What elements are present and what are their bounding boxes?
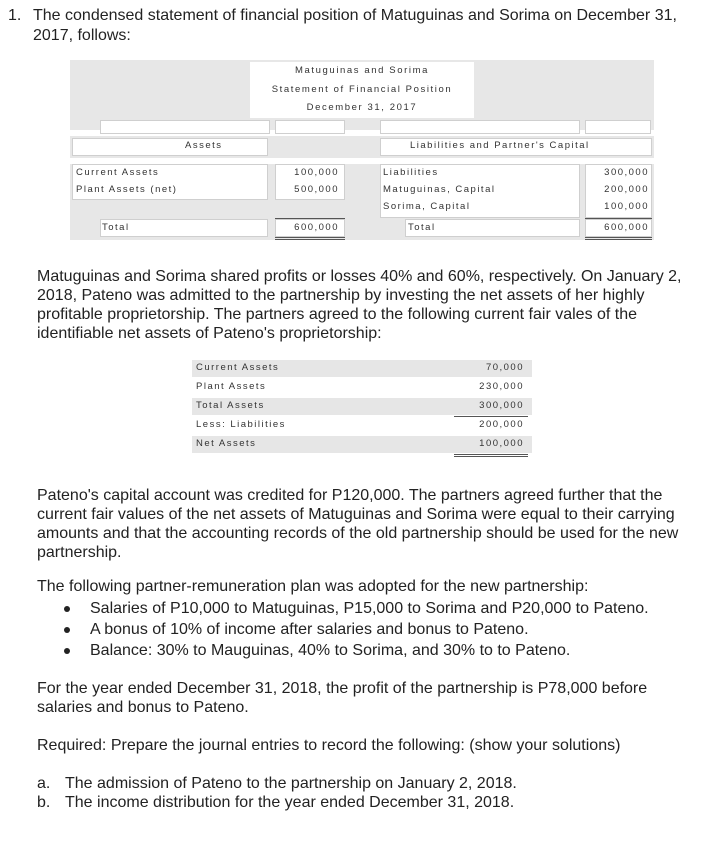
fv-net-assets-label: Net Assets <box>196 438 257 449</box>
fv-liabilities-amount: 200,000 <box>479 419 524 430</box>
liabilities-amount: 300,000 <box>604 167 649 178</box>
total-assets-label: Total <box>102 222 130 233</box>
fv-current-assets-amount: 70,000 <box>485 362 524 373</box>
fair-values-table <box>192 360 532 462</box>
paragraph-remuneration-plan: The following partner-remuneration plan was adopted for the new partnership: <box>37 578 589 595</box>
question-text: The condensed statement of financial position of Matuguinas and Sorima on December 31, 2017, follows: <box>33 7 677 44</box>
total-liab-capital-amount: 600,000 <box>604 222 649 233</box>
statement-title-3: December 31, 2017 <box>306 102 418 113</box>
current-assets-label: Current Assets <box>76 167 160 178</box>
required-item-a: a. The admission of Pateno to the partnership on January 2, 2018. <box>37 775 517 792</box>
matuguinas-capital-label: Matuguinas, Capital <box>383 184 496 195</box>
list-item: Salaries of P10,000 to Matuguinas, P15,000 to Sorima and P20,000 to Pateno. <box>60 598 700 619</box>
list-item: A bonus of 10% of income after salaries and bonus to Pateno. <box>60 619 700 640</box>
fv-plant-assets-label: Plant Assets <box>196 381 267 392</box>
plant-assets-amount: 500,000 <box>294 184 339 195</box>
total-liab-capital-label: Total <box>408 222 436 233</box>
required-instruction: Required: Prepare the journal entries to record the following: (show your solutions) <box>37 737 621 754</box>
sorima-capital-label: Sorima, Capital <box>383 201 471 212</box>
fv-liabilities-label: Less: Liabilities <box>196 419 286 430</box>
liabilities-capital-header: Liabilities and Partner's Capital <box>410 140 590 151</box>
required-item-b: b. The income distribution for the year ended December 31, 2018. <box>37 794 515 811</box>
fv-net-assets-amount: 100,000 <box>479 438 524 449</box>
paragraph-profit: For the year ended December 31, 2018, the profit of the partnership is P78,000 before salaries and bonus to Pateno. <box>37 680 648 716</box>
bullet-icon <box>64 648 70 654</box>
current-assets-amount: 100,000 <box>294 167 339 178</box>
remuneration-list <box>60 598 700 661</box>
question-number: 1. <box>8 7 22 24</box>
statement-title-2: Statement of Financial Position <box>271 84 453 95</box>
financial-position-table <box>70 60 654 240</box>
fv-plant-assets-amount: 230,000 <box>479 381 524 392</box>
paragraph-admission: Matuguinas and Sorima shared profits or losses 40% and 60%, respectively. On January 2, 2018, Pateno was admitted to the partnership by investing the net assets of her highly profitable proprietorship. The partners agreed to the following current fair vales of the identifiable net assets of Pateno's proprietorship: <box>37 268 682 342</box>
bullet-icon <box>64 606 70 612</box>
total-assets-amount: 600,000 <box>294 222 339 233</box>
fv-total-assets-amount: 300,000 <box>479 400 524 411</box>
fv-total-assets-label: Total Assets <box>196 400 265 411</box>
list-item: Balance: 30% to Mauguinas, 40% to Sorima, and 30% to to Pateno. <box>60 640 700 661</box>
matuguinas-capital-amount: 200,000 <box>604 184 649 195</box>
paragraph-capital-credit: Pateno's capital account was credited for P120,000. The partners agreed further that the current fair values of the net assets of Matuguinas and Sorima were equal to their carrying amounts and that the accounting records of the old partnership should be used for the new partnership. <box>37 487 679 561</box>
sorima-capital-amount: 100,000 <box>604 201 649 212</box>
assets-header: Assets <box>185 140 223 151</box>
statement-title-1: Matuguinas and Sorima <box>295 65 429 76</box>
fv-current-assets-label: Current Assets <box>196 362 280 373</box>
bullet-icon <box>64 627 70 633</box>
plant-assets-label: Plant Assets (net) <box>76 184 178 195</box>
liabilities-label: Liabilities <box>383 167 439 178</box>
